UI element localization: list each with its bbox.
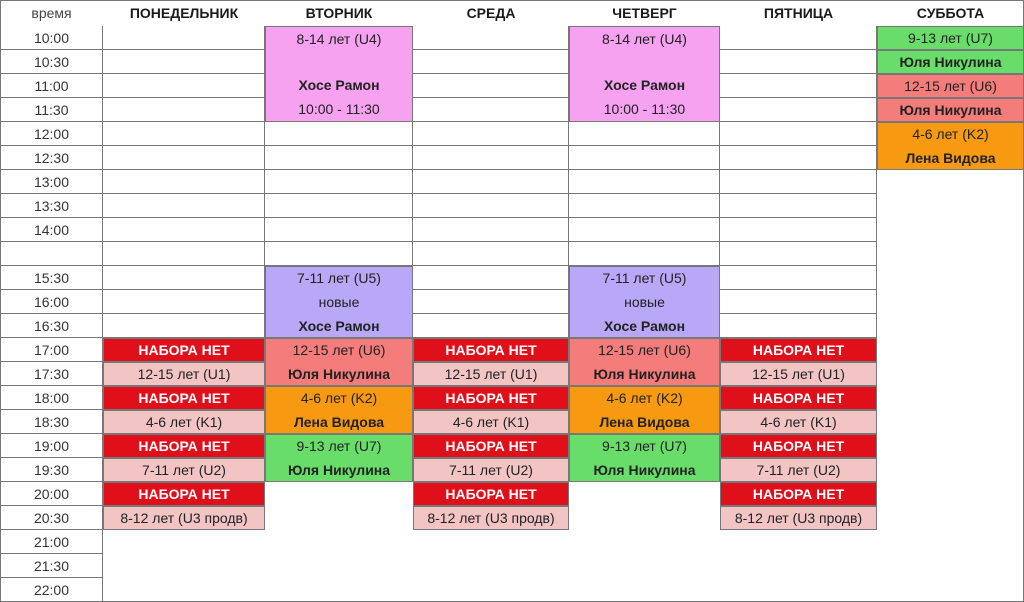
time-slot-label: 19:00 — [0, 434, 103, 458]
schedule-event[interactable] — [720, 362, 877, 386]
event-status-label: НАБОРА НЕТ — [752, 438, 845, 454]
schedule-event[interactable] — [103, 362, 265, 386]
event-coach-name: Лена Видова — [905, 150, 996, 166]
event-text-line: 7-11 лет (U2) — [756, 462, 841, 478]
event-text-line: 9-13 лет (U7) — [296, 438, 382, 454]
schedule-event[interactable] — [720, 482, 877, 506]
event-text-line: 4-6 лет (K1) — [760, 414, 837, 430]
event-text-line: 8-12 лет (U3 продв) — [427, 510, 555, 526]
event-status-label: НАБОРА НЕТ — [752, 486, 845, 502]
event-text-line: новые — [624, 294, 665, 310]
event-status-label: НАБОРА НЕТ — [445, 390, 537, 406]
schedule-event[interactable] — [877, 98, 1024, 122]
time-slot-label: 21:00 — [0, 530, 103, 554]
event-text-line: 4-6 лет (K2) — [912, 126, 989, 142]
time-slot-label: 18:00 — [0, 386, 103, 410]
event-text-line: 4-6 лет (K2) — [300, 390, 378, 406]
event-coach-name: Хосе Рамон — [298, 77, 380, 93]
schedule-event[interactable] — [265, 338, 413, 386]
event-text-line: 10:00 - 11:30 — [603, 101, 686, 117]
time-slot-label: 21:30 — [0, 554, 103, 578]
event-coach-name: Юля Никулина — [593, 462, 696, 478]
event-text-line: 12-15 лет (U1) — [137, 366, 231, 382]
event-text-line: 4-6 лет (K1) — [452, 414, 530, 430]
time-slot-label: 11:30 — [0, 98, 103, 122]
event-coach-name: Юля Никулина — [287, 366, 391, 382]
time-slot-label: 12:30 — [0, 146, 103, 170]
event-text-line: 8-14 лет (U4) — [296, 31, 382, 47]
schedule-event[interactable] — [265, 434, 413, 482]
event-coach-name: Лена Видова — [293, 414, 385, 430]
event-text-line: 7-11 лет (U2) — [142, 462, 226, 478]
schedule-event[interactable] — [720, 386, 877, 410]
event-status-label: НАБОРА НЕТ — [445, 438, 537, 454]
time-slot-label: 16:30 — [0, 314, 103, 338]
time-column-header: время — [31, 5, 72, 21]
event-coach-name: Хосе Рамон — [298, 318, 380, 334]
schedule-event[interactable] — [103, 434, 265, 458]
event-status-label: НАБОРА НЕТ — [138, 390, 230, 406]
event-coach-name: Юля Никулина — [899, 54, 1002, 70]
schedule-event[interactable] — [877, 50, 1024, 74]
time-slot-label: 18:30 — [0, 410, 103, 434]
schedule-event[interactable] — [103, 386, 265, 410]
event-text-line: 9-13 лет (U7) — [602, 438, 687, 454]
event-status-label: НАБОРА НЕТ — [138, 438, 230, 454]
schedule-event[interactable] — [877, 74, 1024, 98]
event-text-line: 12-15 лет (U6) — [598, 342, 691, 358]
event-status-label: НАБОРА НЕТ — [752, 342, 845, 358]
schedule-event[interactable] — [103, 410, 265, 434]
event-text-line: 8-12 лет (U3 продв) — [120, 510, 248, 526]
event-text-line: 12-15 лет (U6) — [292, 342, 386, 358]
event-text-line: 4-6 лет (K1) — [145, 414, 223, 430]
time-slot-label: 11:00 — [0, 74, 103, 98]
schedule-event[interactable] — [103, 506, 265, 530]
schedule-event[interactable] — [103, 458, 265, 482]
schedule-event[interactable] — [265, 26, 413, 122]
schedule-event[interactable] — [413, 338, 569, 362]
time-slot-label: 20:00 — [0, 482, 103, 506]
event-text-line: новые — [318, 294, 360, 310]
event-text-line: 12-15 лет (U1) — [444, 366, 538, 382]
time-slot-label: 17:30 — [0, 362, 103, 386]
schedule-event[interactable] — [103, 338, 265, 362]
time-slot-label: 10:30 — [0, 50, 103, 74]
schedule-event[interactable] — [265, 386, 413, 434]
schedule-event[interactable] — [720, 458, 877, 482]
event-text-line: 10:00 - 11:30 — [298, 101, 380, 117]
event-text-line: 8-12 лет (U3 продв) — [734, 510, 863, 526]
event-coach-name: Хосе Рамон — [603, 318, 686, 334]
day-header: ЧЕТВЕРГ — [612, 5, 677, 21]
event-text-line: 12-15 лет (U6) — [904, 78, 997, 94]
event-text-line: 9-13 лет (U7) — [908, 30, 993, 46]
schedule-event[interactable] — [413, 506, 569, 530]
event-text-line: 4-6 лет (K2) — [606, 390, 683, 406]
event-status-label: НАБОРА НЕТ — [445, 486, 537, 502]
time-slot-label: 22:00 — [0, 578, 103, 602]
day-header: ПЯТНИЦА — [763, 5, 834, 21]
day-header: ВТОРНИК — [305, 5, 373, 21]
schedule-event[interactable] — [720, 410, 877, 434]
event-status-label: НАБОРА НЕТ — [752, 390, 845, 406]
schedule-event[interactable] — [720, 434, 877, 458]
schedule-event[interactable] — [413, 386, 569, 410]
schedule-event[interactable] — [720, 338, 877, 362]
schedule-event[interactable] — [413, 410, 569, 434]
time-slot-label: 15:30 — [0, 266, 103, 290]
schedule-event[interactable] — [877, 122, 1024, 170]
time-slot-label: 13:00 — [0, 170, 103, 194]
event-coach-name: Юля Никулина — [593, 366, 696, 382]
time-slot-label: 12:00 — [0, 122, 103, 146]
day-header: ПОНЕДЕЛЬНИК — [129, 5, 239, 21]
event-coach-name: Юля Никулина — [287, 462, 391, 478]
event-coach-name: Лена Видова — [599, 414, 690, 430]
time-slot-label: 13:30 — [0, 194, 103, 218]
day-header: СУББОТА — [916, 5, 985, 21]
schedule-event[interactable] — [569, 386, 720, 434]
schedule-event[interactable] — [413, 482, 569, 506]
event-status-label: НАБОРА НЕТ — [445, 342, 537, 358]
schedule-event[interactable] — [569, 434, 720, 482]
schedule-event[interactable] — [720, 506, 877, 530]
schedule-event[interactable] — [413, 458, 569, 482]
event-text-line: 7-11 лет (U2) — [449, 462, 533, 478]
event-text-line: 7-11 лет (U5) — [602, 270, 687, 286]
time-slot-label: 10:00 — [0, 26, 103, 50]
event-status-label: НАБОРА НЕТ — [138, 486, 230, 502]
event-coach-name: Хосе Рамон — [603, 77, 686, 93]
time-slot-label: 14:00 — [0, 218, 103, 242]
schedule-event[interactable] — [265, 266, 413, 338]
schedule-event[interactable] — [569, 26, 720, 122]
event-text-line: 12-15 лет (U1) — [752, 366, 845, 382]
event-status-label: НАБОРА НЕТ — [138, 342, 230, 358]
schedule-event[interactable] — [569, 266, 720, 338]
event-text-line: 8-14 лет (U4) — [602, 31, 687, 47]
schedule-event[interactable] — [877, 26, 1024, 50]
event-coach-name: Юля Никулина — [899, 102, 1002, 118]
schedule-event[interactable] — [413, 434, 569, 458]
schedule-event[interactable] — [413, 362, 569, 386]
schedule-event[interactable] — [569, 338, 720, 386]
time-slot-label: 19:30 — [0, 458, 103, 482]
event-text-line: 7-11 лет (U5) — [297, 270, 381, 286]
time-slot-label: 16:00 — [0, 290, 103, 314]
day-header: СРЕДА — [466, 5, 516, 21]
time-slot-label: 17:00 — [0, 338, 103, 362]
time-slot-label: 20:30 — [0, 506, 103, 530]
schedule-event[interactable] — [103, 482, 265, 506]
